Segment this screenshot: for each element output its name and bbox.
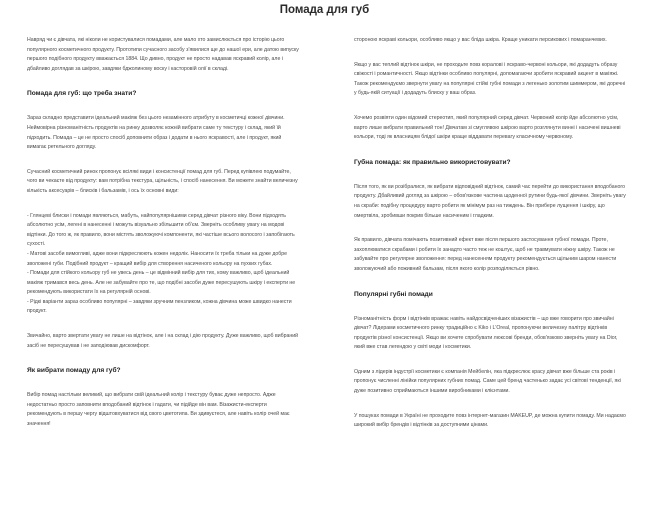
list-item: - Глянцеві блиски і помади являються, мабуть, найпопулярнішими серед дівчат різного віку. Вони підходять абсолютно усім, легені в нанесенні і можуть візуально збільшити об'єм. Зверніть особливу увагу на модові відтінки. До того ж, як правило, вони містять зволожуючі компоненти, які частіше всього волосого і запобігають сухості. (27, 212, 295, 248)
list-item: - Помади для стійкого кольору губ не увесь день – це відмінний вибір для тих, кому важливо, щоб ідеальний макіяж тримався весь день. Але не забувайте про те, що подібні засоби дуже пересушують шкіру і експерти не рекомендують використати їх на регулярній основі. (27, 270, 296, 296)
section-heading-choose: Як вибрати помаду для губ? (27, 367, 121, 375)
paragraph: стороною яскраві кольори, особливо якщо у вас бліда шкіра. Краще уникати персикових і помаранчевих. (354, 37, 607, 43)
section-heading-popular: Популярні губні помади (354, 290, 433, 298)
right-column (354, 36, 629, 446)
paragraph: Зараз складно представити ідеальний макіяж без цього незамінного атрибуту в косметичці кожної дівчини. Неймовірна різноманітність продуктів на ринку дозволяє кожній вибрати саме ту текстуру і склад, який їй підходить. Помада – це не просто спосіб доповнити образ і додати в нього яскравості, але і продукт, який вимагає ретельного догляду. (27, 115, 285, 151)
list-item: - Матові засоби вимогливі, адже вони підкреслюють кожен недолік. Наносити їх треба тільки на дуже добре зволожені губи. Подібний продукт – кращий вибір для створення насиченого кольору на пухких губах. (27, 250, 288, 267)
paragraph: Сучасний косметичний ринок пропонує всілякі види і консистенції помад для губ. Перед купівлею подумайте, чого ви чекаєте від продукту: вам потрібна текстура, щільність, і спосіб нанесення. Ви можете знайти величезну кількість аксесуарів – блисків і бальзамів, і ось їх основні види: (27, 168, 298, 194)
lipstick-types-list (27, 212, 302, 318)
section-heading-what: Помада для губ: що треба знати? (27, 90, 137, 98)
list-item: - Рідкі варіанти зараз особливо популярні – завдяки зручним пензликом, кожна дівчина може швидко нанести продукт. (27, 298, 292, 315)
intro-paragraph: Навряд чи є дівчата, які ніколи не користувалися помадами, але мало хто замислюється про історію цього популярного косметичного продукту. Прототипи сучасного засобу з'явилися ще до нашої ери, але датою випуску першого подібного продукту вважається 1884. Що дивно, продукт не просто надавав яскравий колір, але і дбайливо доглядав за шкірою, завдяки бджолиному воску і касторовій олії в складі. (27, 37, 299, 72)
left-column (27, 36, 302, 445)
section-heading-use: Губна помада: як правильно використовувати? (354, 158, 511, 166)
paragraph: Одним з лідерів індустрії косметики є компанія Мейбелін, яка підкреслює красу дівчат вже більше ста років і пропонує численні лінійки популярних губних помад. Саме цей бренд частенько задає усі світові тенденції, які дуже позитивно сприймаються іншими виробниками і клієнтами. (354, 368, 621, 395)
paragraph: Різноманітність форм і відтінків вражає навіть найдосвідченіших візажистів – що вже говорити про звичайні дівчат? Лідерами косметичного ринку традиційно є Kiko і L'Oreal, пропонуючи величезну палітру відтінків продуктів різної консистенції. Якщо ви хочете спробувати люксові бренди, обов'язково зверніть увагу на Dior, який вже став легендою у світі моди і косметики. (354, 315, 618, 351)
paragraph: У пошуках помади в Україні не проходите повз інтернет-магазин MAKEUP, де можна купити помаду. Ми надаємо широкий вибір брендів і відтінків за доступними цінами. (354, 412, 626, 429)
page-title: Помада для губ (279, 4, 370, 16)
paragraph: Як правило, дівчата помічають позитивний ефект вже після першого застосування губної помади. Проте, захоплюватися скрабами і робити їх занадто часто теж не коштує, щоб не травмувати ніжну шкіру. Також не забувайте про регулярне зволоження: перед нанесенням продукту рекомендується щільним шаром нанести зволожуючий або поживний бальзам, після якого колір розподіляється рівно. (354, 237, 617, 272)
paragraph: Після того, як ви розібралися, як вибрати відповідний відтінок, самий час перейти до використання вподобаного продукту. Дбайливий догляд за шкірою – обов'язкове частина щоденної рутини будь-якої дівчини. Зверніть увагу на скраби: подібну процедуру варто робити як мінімум раз на тиждень. Він прибере лущення і шкіру, що омертвіла, зробивши покрив більше насиченим і гладким. (354, 183, 626, 219)
paragraph: Вибір помад настільки великий, що вибрати свій ідеальний колір і текстуру буває дуже непросто. Адже недостатньо просто заповнити вподобаний відтінок і гадати, чи підійде він вам. Візажисти-експерти рекомендують в першу чергу відштовхуватися від свого цветотипа. Ви здивуєтеся, але навіть колір очей має значення! (27, 392, 290, 428)
paragraph: Хочемо розвіяти один відомий стереотип, який популярний серед дівчат. Червоний колір йде абсолютно усім, варто лише вибрати правильний тон! Дівчатам зі смуглявою шкірою варто розглянути винні і насичені вишневі кольори, тоді як власницям блідої шкіри краще віддавати перевагу класичному червоному. (354, 114, 621, 141)
paragraph: Звичайно, варто звертати увагу не лише на відтінок, але і на склад і дію продукту. Дуже важливо, щоб вибраний засіб не пересушував і не заподіював дискомфорт. (27, 333, 299, 349)
paragraph: Якщо у вас теплий відтінок шкіри, не проходьте повз коралові і яскраво-червоні кольори, які додадуть образу свіжості і романтичності. Якщо відтінки особливо популярні, допомагаючи зробити яскравий акцент в макіяжі. Також рекомендуємо звернути увагу на популярні стійкі губні помади з легенько золотим шиммером, які доречні у будь-якій ситуації і додадуть блиску у ваш образ. (354, 61, 626, 97)
